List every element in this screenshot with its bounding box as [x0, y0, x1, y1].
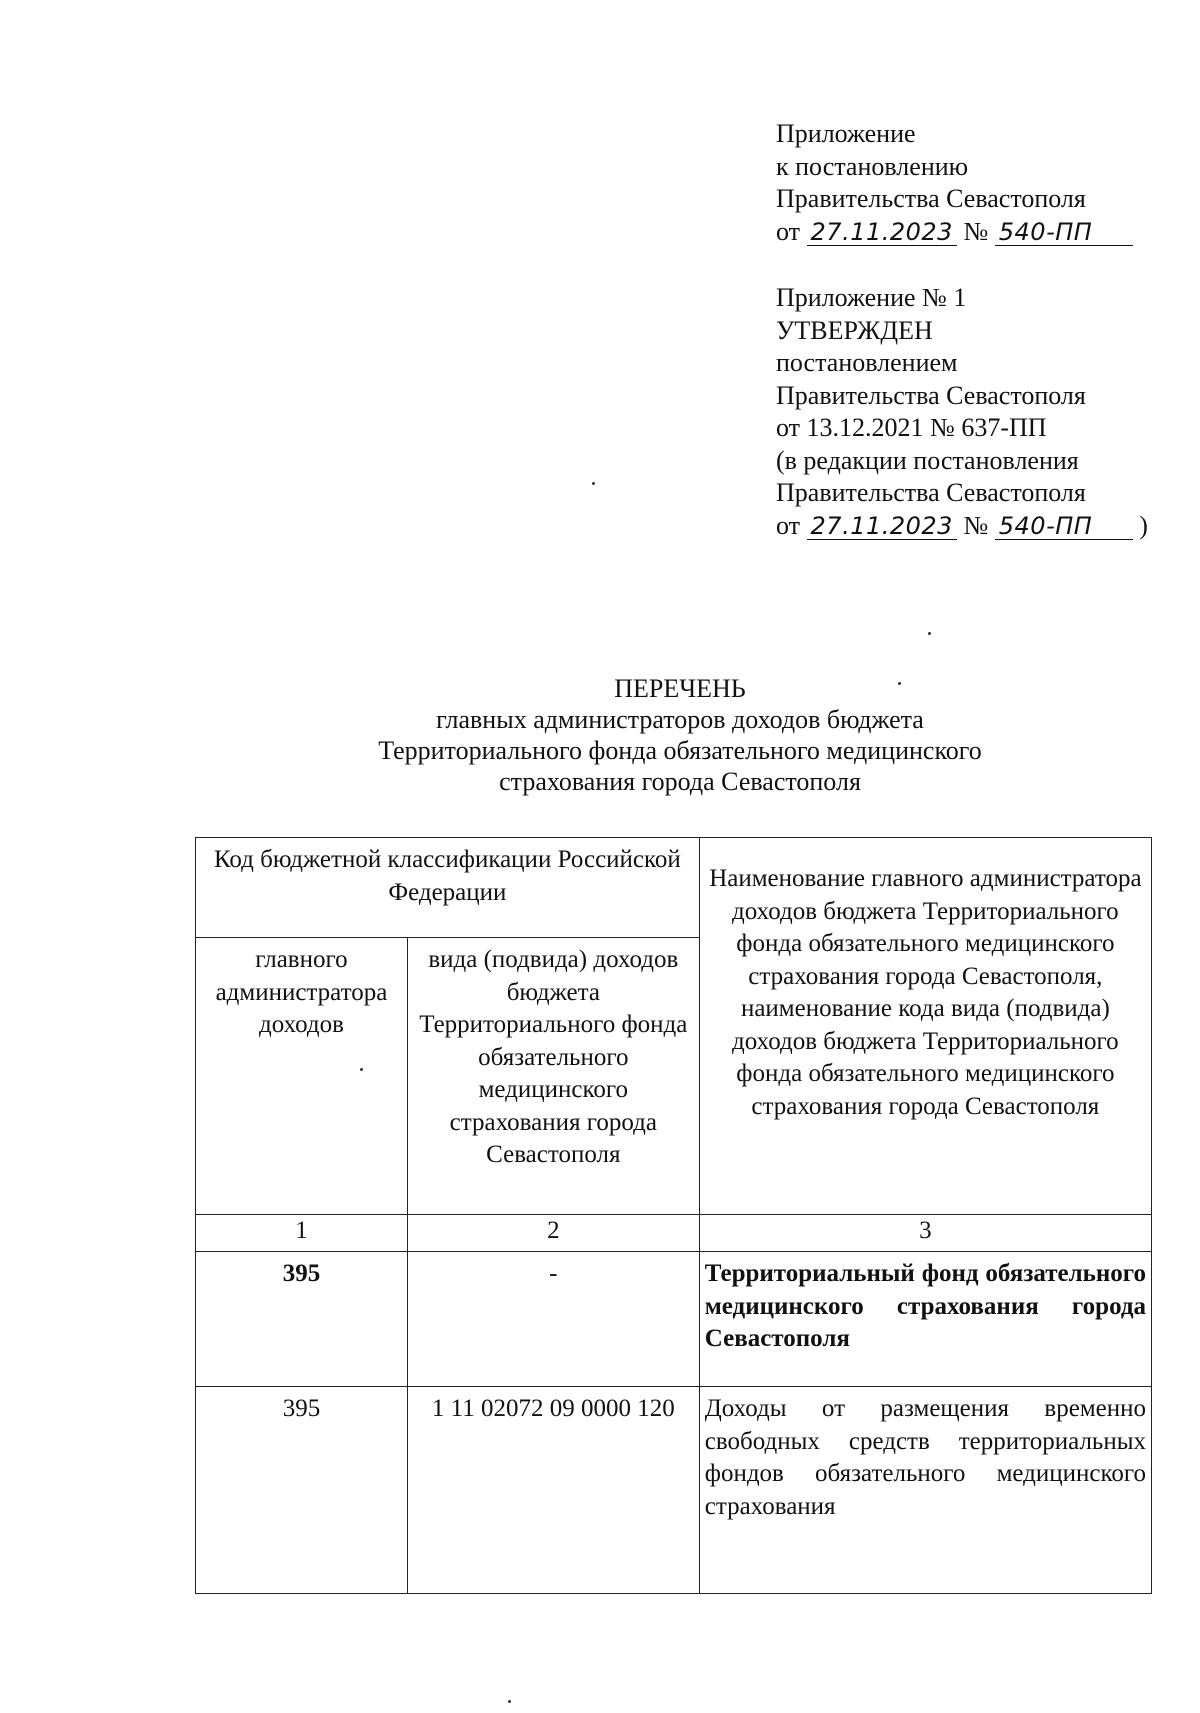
title-line-1: ПЕРЕЧЕНЬ — [614, 674, 746, 703]
title-line-2: главных администраторов доходов бюджета — [436, 705, 924, 734]
date-prefix: от — [776, 216, 801, 246]
income-name-cell: Доходы от размещения временно свободных средств территориальных фондов обязательного медицинского страхования — [699, 1387, 1151, 1594]
income-code-cell: 1 11 02072 09 0000 120 — [407, 1387, 699, 1594]
attachment-date-line — [776, 216, 1186, 249]
attachment-line-1: Приложение — [776, 119, 916, 148]
handwritten-number: 540-ПП — [995, 513, 1133, 540]
handwritten-number: 540-ПП — [995, 219, 1133, 246]
approval-line-1: Приложение № 1 — [776, 283, 967, 312]
title-line-4: страхования города Севастополя — [499, 767, 861, 796]
scan-speck — [928, 632, 931, 635]
table-row — [196, 1252, 1152, 1387]
approval-line-7: Правительства Севастополя — [776, 478, 1086, 507]
closing-paren: ) — [1139, 510, 1148, 540]
header-name-column: Наименование главного администратора доходов бюджета Территориального фонда обязательного медицинского страхования города Севастополя, наименование кода вида (подвида) доходов бюджета Территориального фонда обязательного медицинского страхования города Севастополя — [699, 838, 1151, 1215]
table-header-row — [196, 838, 1152, 938]
income-code-cell: - — [407, 1252, 699, 1387]
approval-line-3: постановлением — [776, 348, 958, 377]
handwritten-date: 27.11.2023 — [807, 219, 957, 246]
revenue-administrators-table — [195, 837, 1152, 1594]
admin-code-cell: 395 — [196, 1252, 408, 1387]
approval-line-6: (в редакции постановления — [776, 445, 1079, 475]
approval-line-5: от 13.12.2021 № 637-ПП — [776, 413, 1047, 442]
column-number: 2 — [407, 1215, 699, 1252]
approval-line-4: Правительства Севастополя — [776, 380, 1086, 410]
title-line-3: Территориального фонда обязательного медицинского — [378, 736, 982, 765]
column-number: 1 — [196, 1215, 408, 1252]
scan-speck — [508, 1700, 511, 1703]
number-sign: № — [963, 510, 989, 540]
scan-speck — [592, 482, 595, 485]
admin-code-cell: 395 — [196, 1387, 408, 1594]
header-income-code-column: вида (подвида) доходов бюджета Территориального фонда обязательного медицинского страхования города Севастополя — [407, 938, 699, 1215]
scan-speck — [360, 1068, 363, 1071]
date-prefix: от — [776, 510, 801, 540]
document-title — [180, 673, 1180, 797]
column-number-row — [196, 1215, 1152, 1252]
number-sign: № — [963, 216, 989, 246]
table-row — [196, 1387, 1152, 1594]
administrator-name-cell: Территориальный фонд обязательного медицинского страхования города Севастополя — [699, 1252, 1151, 1387]
header-admin-column: главного администратора доходов — [196, 938, 408, 1215]
scan-speck — [898, 682, 901, 685]
header-code-group: Код бюджетной классификации Российской Федерации — [196, 838, 700, 938]
approval-date-line — [776, 510, 1186, 543]
attachment-line-2: к постановлению — [776, 151, 969, 181]
attachment-line-3: Правительства Севастополя — [776, 184, 1086, 213]
attachment-header — [776, 118, 1186, 248]
approval-line-2: УТВЕРЖДЕН — [776, 315, 933, 345]
column-number: 3 — [699, 1215, 1151, 1252]
approval-header — [776, 282, 1186, 542]
handwritten-date: 27.11.2023 — [807, 513, 957, 540]
